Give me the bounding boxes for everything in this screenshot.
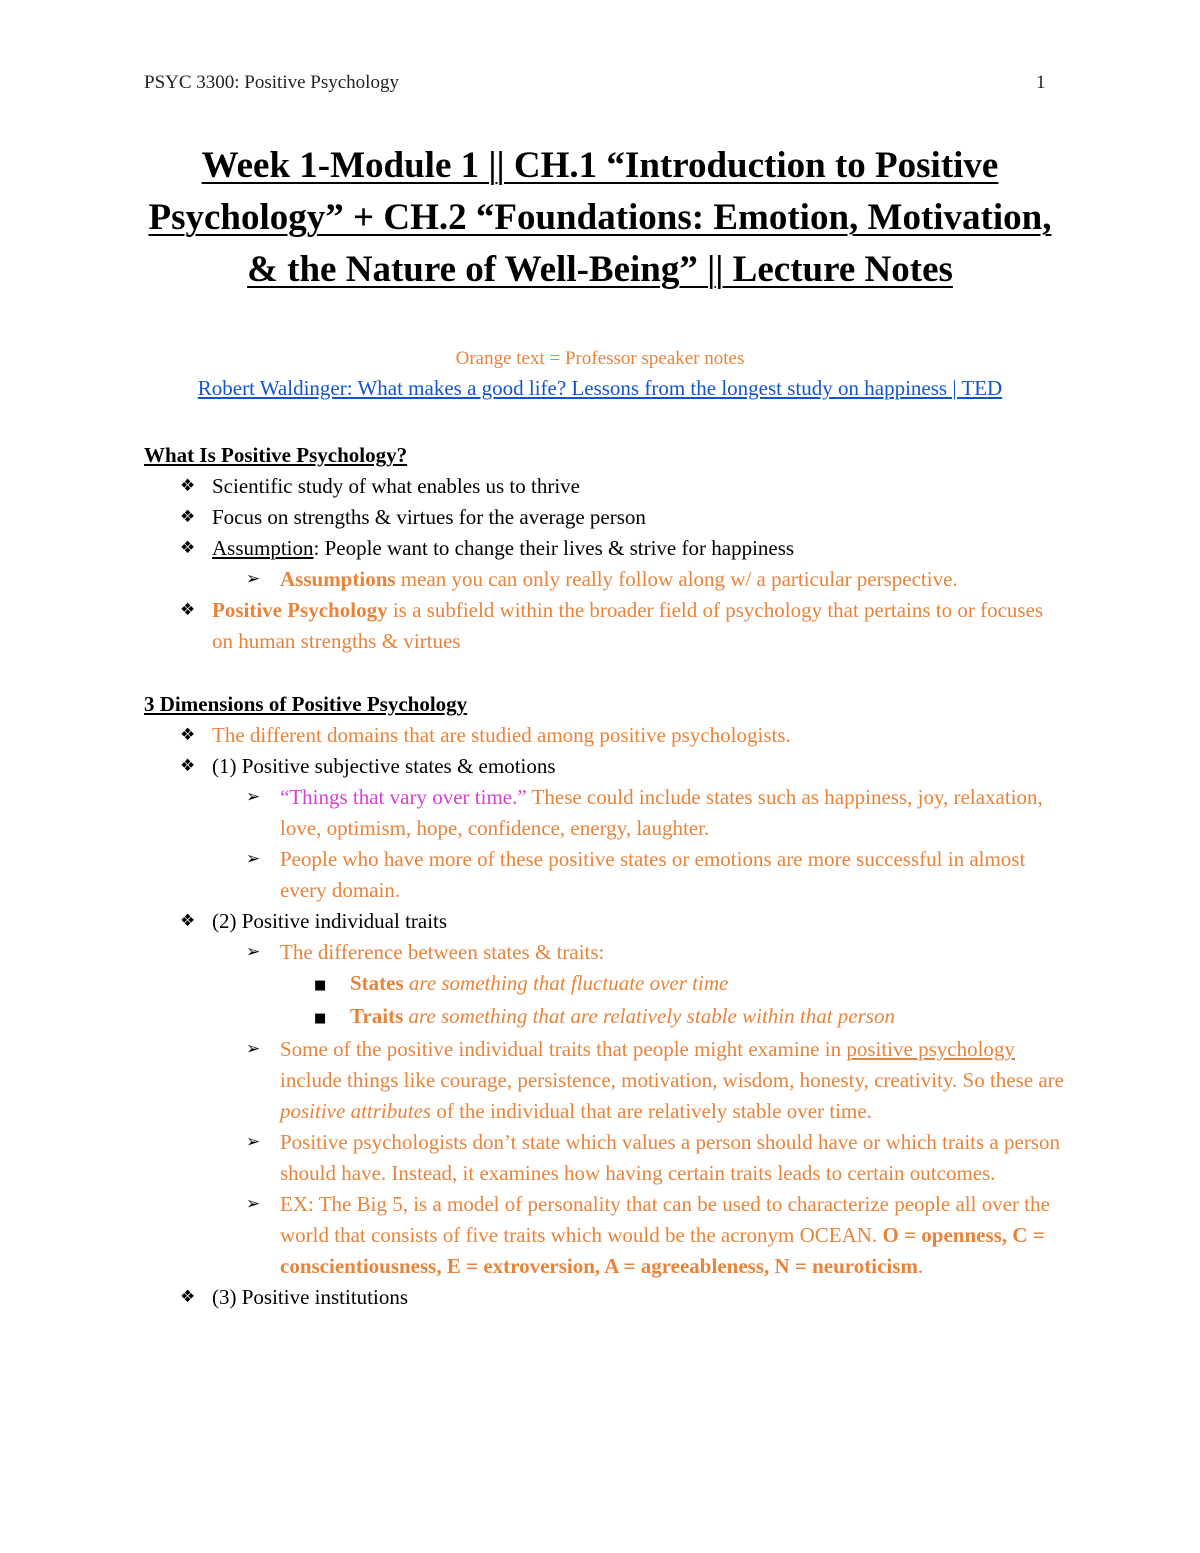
note-text-segment: of the individual that are relatively stable over time. [431,1099,872,1123]
quote-text: “Things that vary over time.” [280,785,527,809]
page-number: 1 [1036,72,1046,93]
speaker-note-text: The difference between states & traits: [280,940,605,964]
emphasis-text: positive attributes [280,1099,432,1123]
note-text-segment: Some of the positive individual traits that people might examine in [280,1037,847,1061]
list-item [144,720,1064,751]
square-bullet-icon: ■ [314,1011,327,1026]
square-bullet-icon: ■ [314,978,327,993]
list-item-text: (3) Positive institutions [212,1285,409,1309]
speaker-note-text [350,1001,1064,1032]
diamond-bullet-icon: ❖ [180,1287,196,1307]
note-continuation: These could include states such as happiness, joy, relaxation, love, optimism, hope, confidence, energy, laughter. [280,785,1043,840]
note-continuation: is a subfield within the broader field of psychology that pertains to or focuses on human strengths & virtues [212,598,1044,653]
list-item [144,595,1064,657]
arrowhead-bullet-icon: ➢ [246,787,261,807]
speaker-note-text [280,564,1064,595]
speaker-note-text: People who have more of these positive states or emotions are more successful in almost every domain. [280,847,1026,902]
section-heading-3-dimensions: 3 Dimensions of Positive Psychology [144,692,468,716]
speaker-note-text: The different domains that are studied among positive psychologists. [212,723,791,747]
note-continuation: mean you can only really follow along w/ a particular perspective. [395,567,958,591]
speaker-note-text [212,595,1064,657]
speaker-note-text [280,782,1064,844]
note-text-segment: include things like courage, persistence, motivation, wisdom, honesty, creativity. So these are [280,1068,1064,1092]
term-assumption: Assumption [212,536,314,560]
diamond-bullet-icon: ❖ [180,600,196,620]
term-states: States [350,971,404,995]
positive-psychology-link[interactable]: positive psychology [846,1037,1015,1061]
note-continuation: are something that are relatively stable within that person [403,1004,895,1028]
color-legend-note: Orange text = Professor speaker notes [455,348,745,369]
list-item [144,1001,1064,1034]
speaker-note-text [280,1189,1064,1282]
list-item [144,502,1064,533]
list-item-text: Focus on strengths & virtues for the average person [212,505,646,529]
running-header-course: PSYC 3300: Positive Psychology [144,72,399,93]
list-item-text: Scientific study of what enables us to thrive [212,474,581,498]
term-positive-psychology: Positive Psychology [212,598,388,622]
list-item [144,968,1064,1001]
arrowhead-bullet-icon: ➢ [246,849,261,869]
document-title: Week 1-Module 1 || CH.1 “Introduction to Positive Psychology” + CH.2 “Foundations: Emotion, Motivation, & the Nature of Well-Being” || Lecture Notes [148,145,1052,290]
diamond-bullet-icon: ❖ [180,756,196,776]
list-item [144,937,1064,968]
diamond-bullet-icon: ❖ [180,538,196,558]
list-item [144,844,1064,906]
diamond-bullet-icon: ❖ [180,507,196,527]
list-item-text: (2) Positive individual traits [212,909,448,933]
note-continuation: are something that fluctuate over time [403,971,729,995]
list-item [144,1189,1064,1282]
ocean-definitions: O = openness, C = conscientiousness, E = extroversion, A = agreeableness, N = neuroticism [280,1223,1045,1278]
speaker-note-text [350,968,1064,999]
list-item [144,1127,1064,1189]
arrowhead-bullet-icon: ➢ [246,1194,261,1214]
list-item-text: (1) Positive subjective states & emotions [212,754,556,778]
list-item [144,471,1064,502]
arrowhead-bullet-icon: ➢ [246,942,261,962]
ted-talk-link[interactable]: Robert Waldinger: What makes a good life? Lessons from the longest study on happiness | TED [197,376,1003,400]
notes-body [144,440,1064,1313]
list-item [144,1034,1064,1127]
list-item [144,782,1064,844]
list-item [144,564,1064,595]
arrowhead-bullet-icon: ➢ [246,569,261,589]
arrowhead-bullet-icon: ➢ [246,1132,261,1152]
speaker-note-text [280,1034,1064,1127]
diamond-bullet-icon: ❖ [180,725,196,745]
term-assumptions: Assumptions [280,567,396,591]
list-item-text [212,533,1064,564]
term-traits: Traits [350,1004,404,1028]
term-definition: : People want to change their lives & strive for happiness [313,536,795,560]
diamond-bullet-icon: ❖ [180,911,196,931]
note-text-segment: EX: The Big 5, is a model of personality that can be used to characterize people all over the world that consists of five traits which would be the acronym OCEAN. [280,1192,1050,1247]
note-text-segment: . [917,1254,924,1278]
speaker-note-text: Positive psychologists don’t state which values a person should have or which traits a person should have. Instead, it examines how having certain traits leads to certain outcomes. [280,1130,1060,1185]
list-item [144,533,1064,564]
list-item [144,751,1064,782]
arrowhead-bullet-icon: ➢ [246,1039,261,1059]
list-item [144,906,1064,937]
section-heading-what-is-positive-psychology: What Is Positive Psychology? [144,443,408,467]
diamond-bullet-icon: ❖ [180,476,196,496]
list-item [144,1282,1064,1313]
